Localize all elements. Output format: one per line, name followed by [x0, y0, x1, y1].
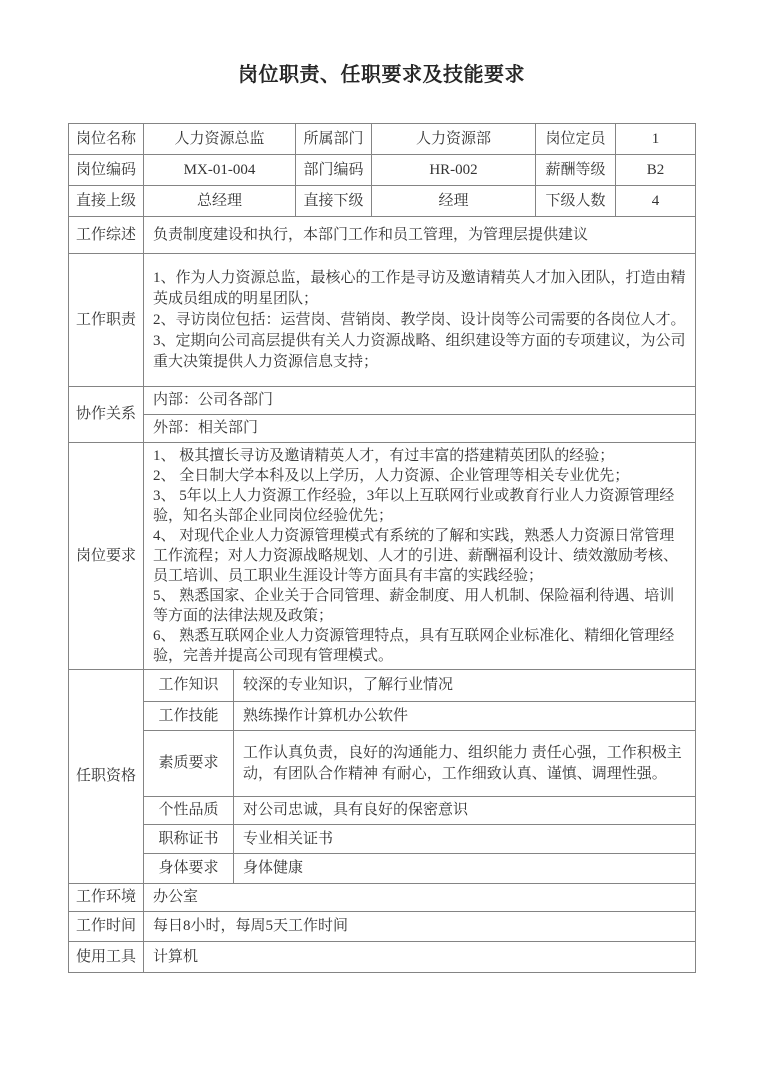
label-direct-superior: 直接上级	[69, 186, 144, 217]
label-subordinate-count: 下级人数	[536, 186, 616, 217]
value-certificates: 专业相关证书	[234, 825, 696, 854]
value-position-code: MX-01-004	[144, 155, 296, 186]
value-requirements	[144, 443, 696, 670]
label-tools: 使用工具	[69, 942, 144, 973]
label-department-code: 部门编码	[296, 155, 372, 186]
label-personality: 个性品质	[144, 797, 234, 825]
value-tools: 计算机	[144, 942, 696, 973]
duty-item: 3、定期向公司高层提供有关人力资源战略、组织建设等方面的专项建议，为公司重大决策提供人力资源信息支持；	[153, 332, 686, 370]
label-work-skills: 工作技能	[144, 702, 234, 731]
job-description-table	[68, 123, 696, 973]
table-row	[69, 702, 696, 731]
value-work-skills: 熟练操作计算机办公软件	[234, 702, 696, 731]
value-direct-subordinate: 经理	[372, 186, 536, 217]
value-physical-requirements: 身体健康	[234, 854, 696, 884]
label-salary-grade: 薪酬等级	[536, 155, 616, 186]
requirement-item: 6、 熟悉互联网企业人力资源管理特点，具有互联网企业标准化、精细化管理经验，完善并提高公司现有管理模式。	[153, 628, 675, 664]
duty-item: 2、寻访岗位包括：运营岗、营销岗、教学岗、设计岗等公司需要的各岗位人才。	[153, 311, 686, 328]
value-department-code: HR-002	[372, 155, 536, 186]
label-duties: 工作职责	[69, 254, 144, 387]
label-position-code: 岗位编码	[69, 155, 144, 186]
label-requirements: 岗位要求	[69, 443, 144, 670]
table-row	[69, 912, 696, 942]
duty-item: 1、作为人力资源总监，最核心的工作是寻访及邀请精英人才加入团队，打造由精英成员组成的明星团队；	[153, 269, 686, 307]
label-headcount: 岗位定员	[536, 124, 616, 155]
value-salary-grade: B2	[616, 155, 696, 186]
value-quality-requirements: 工作认真负责，良好的沟通能力、组织能力 责任心强，工作积极主动，有团队合作精神 有耐心，工作细致认真、谨慎、调理性强。	[234, 731, 696, 797]
value-position-name: 人力资源总监	[144, 124, 296, 155]
table-row	[69, 825, 696, 854]
requirement-item: 1、 极其擅长寻访及邀请精英人才，有过丰富的搭建精英团队的经验；	[153, 448, 615, 464]
requirement-item: 5、 熟悉国家、企业关于合同管理、薪金制度、用人机制、保险福利待遇、培训等方面的法律法规及政策；	[153, 588, 675, 624]
table-row	[69, 155, 696, 186]
table-row	[69, 443, 696, 670]
label-physical-requirements: 身体要求	[144, 854, 234, 884]
label-qualifications: 任职资格	[69, 670, 144, 884]
requirement-item: 4、 对现代企业人力资源管理模式有系统的了解和实践，熟悉人力资源日常管理工作流程；对人力资源战略规划、人才的引进、薪酬福利设计、绩效激励考核、员工培训、员工职业生涯设计等方面具有丰富的实践经验；	[153, 528, 679, 584]
table-row	[69, 854, 696, 884]
label-work-summary: 工作综述	[69, 217, 144, 254]
label-department: 所属部门	[296, 124, 372, 155]
label-certificates: 职称证书	[144, 825, 234, 854]
value-direct-superior: 总经理	[144, 186, 296, 217]
table-row	[69, 670, 696, 702]
value-collaboration-external: 外部：相关部门	[144, 415, 696, 443]
table-row	[69, 942, 696, 973]
value-collaboration-internal: 内部：公司各部门	[144, 387, 696, 415]
value-work-summary: 负责制度建设和执行，本部门工作和员工管理，为管理层提供建议	[144, 217, 696, 254]
table-row	[69, 731, 696, 797]
label-direct-subordinate: 直接下级	[296, 186, 372, 217]
value-headcount: 1	[616, 124, 696, 155]
label-collaboration: 协作关系	[69, 387, 144, 443]
table-row	[69, 797, 696, 825]
table-row	[69, 415, 696, 443]
requirement-item: 2、 全日制大学本科及以上学历，人力资源、企业管理等相关专业优先；	[153, 468, 630, 484]
value-work-knowledge: 较深的专业知识，了解行业情况	[234, 670, 696, 702]
page-title: 岗位职责、任职要求及技能要求	[238, 64, 525, 86]
table-row	[69, 124, 696, 155]
label-position-name: 岗位名称	[69, 124, 144, 155]
value-duties	[144, 254, 696, 387]
label-work-hours: 工作时间	[69, 912, 144, 942]
label-quality-requirements: 素质要求	[144, 731, 234, 797]
value-work-environment: 办公室	[144, 884, 696, 912]
requirement-item: 3、 5年以上人力资源工作经验，3年以上互联网行业或教育行业人力资源管理经验，知名头部企业同岗位经验优先；	[153, 488, 675, 524]
table-row	[69, 254, 696, 387]
value-personality: 对公司忠诚，具有良好的保密意识	[234, 797, 696, 825]
table-row	[69, 186, 696, 217]
value-subordinate-count: 4	[616, 186, 696, 217]
label-work-knowledge: 工作知识	[144, 670, 234, 702]
value-department: 人力资源部	[372, 124, 536, 155]
value-work-hours: 每日8小时，每周5天工作时间	[144, 912, 696, 942]
table-row	[69, 884, 696, 912]
label-work-environment: 工作环境	[69, 884, 144, 912]
table-row	[69, 387, 696, 415]
table-row	[69, 217, 696, 254]
